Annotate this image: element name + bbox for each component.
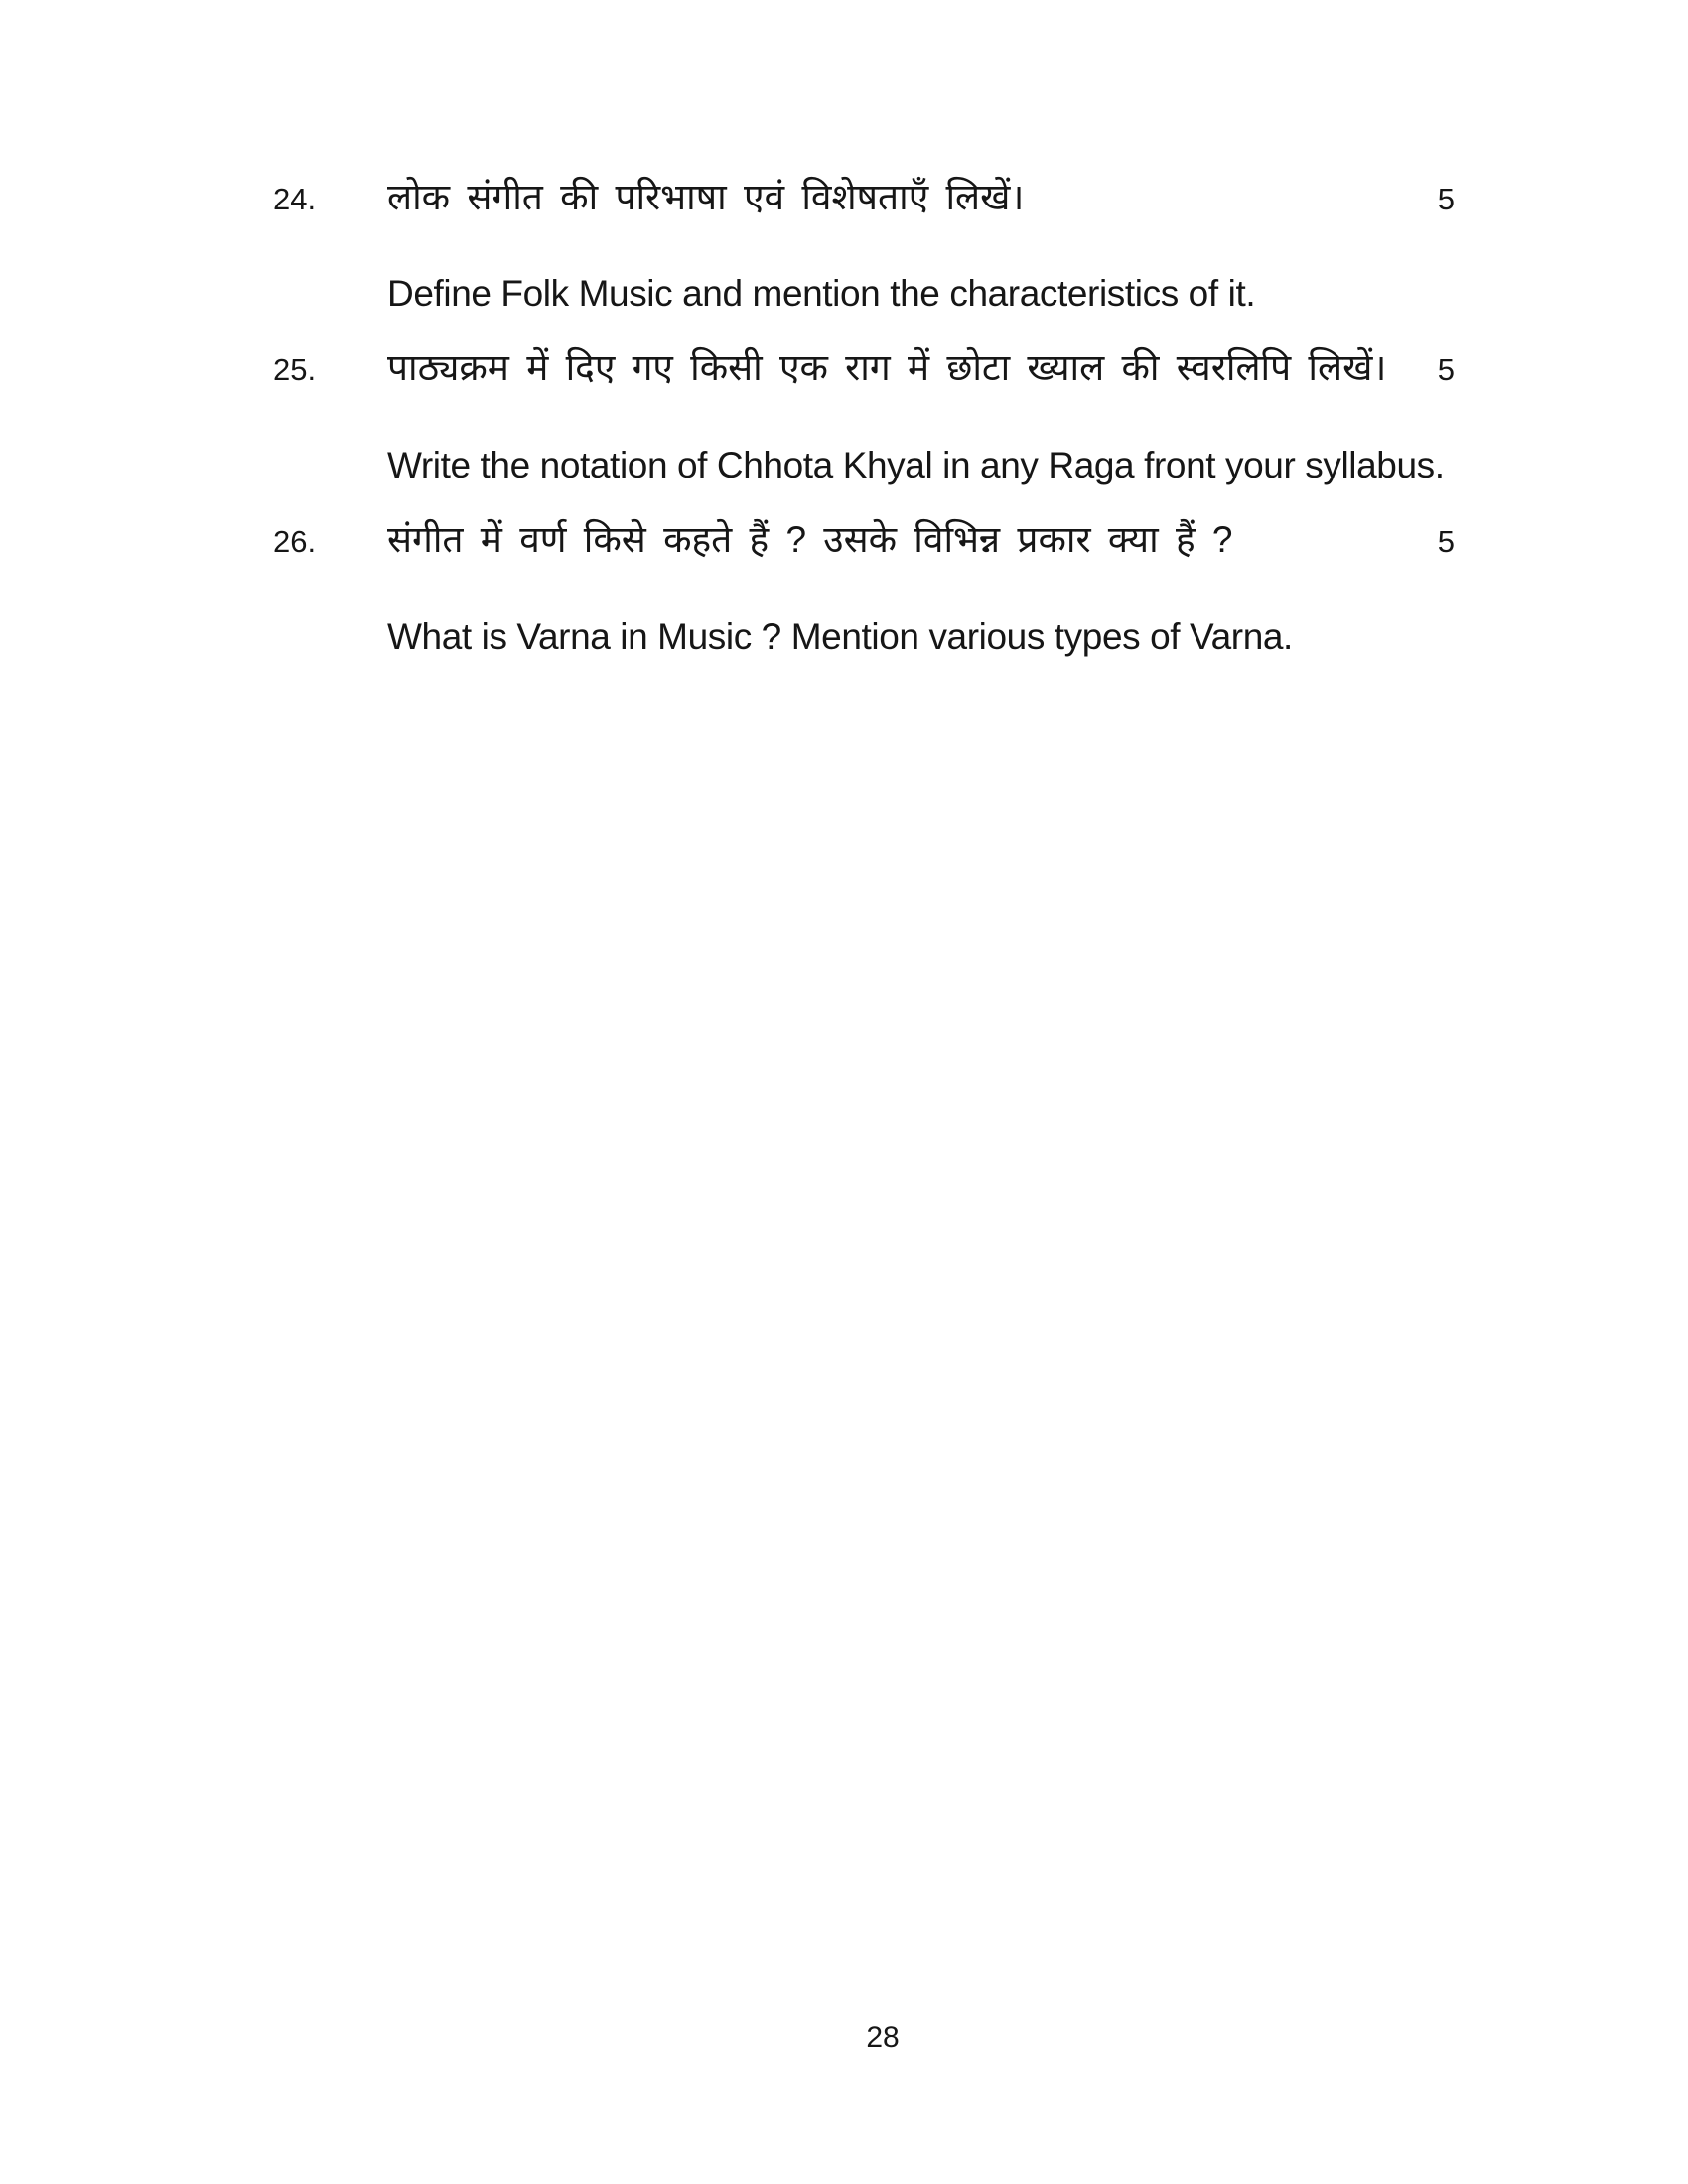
question-24-text-hindi: लोक संगीत की परिभाषा एवं विशेषताएँ लिखें।	[387, 177, 1025, 217]
question-25-number: 25.	[273, 352, 317, 387]
question-25-text-english: Write the notation of Chhota Khyal in any Raga front your syllabus.	[387, 445, 1445, 485]
question-26-text-english: What is Varna in Music ? Mention various types of Varna.	[387, 616, 1293, 657]
question-26-text-hindi: संगीत में वर्ण किसे कहते हैं ? उसके विभिन्न प्रकार क्या हैं ?	[387, 519, 1233, 560]
question-25-english-row	[0, 444, 1688, 487]
question-25-marks: 5	[1437, 352, 1455, 387]
question-26-marks: 5	[1437, 524, 1455, 559]
question-25-text-hindi: पाठ्यक्रम में दिए गए किसी एक राग में छोटा ख्याल की स्वरलिपि लिखें।	[387, 347, 1387, 388]
question-24-english-row	[0, 272, 1688, 316]
question-24-hindi-row	[0, 174, 1688, 221]
question-24-text-english: Define Folk Music and mention the characteristics of it.	[387, 273, 1256, 314]
question-25-hindi-row	[0, 344, 1688, 392]
page-number: 28	[866, 2021, 900, 2054]
question-24-number: 24.	[273, 182, 317, 216]
question-24-marks: 5	[1437, 182, 1455, 216]
question-26-hindi-row	[0, 516, 1688, 564]
question-26-english-row	[0, 615, 1688, 659]
question-26-number: 26.	[273, 524, 317, 559]
